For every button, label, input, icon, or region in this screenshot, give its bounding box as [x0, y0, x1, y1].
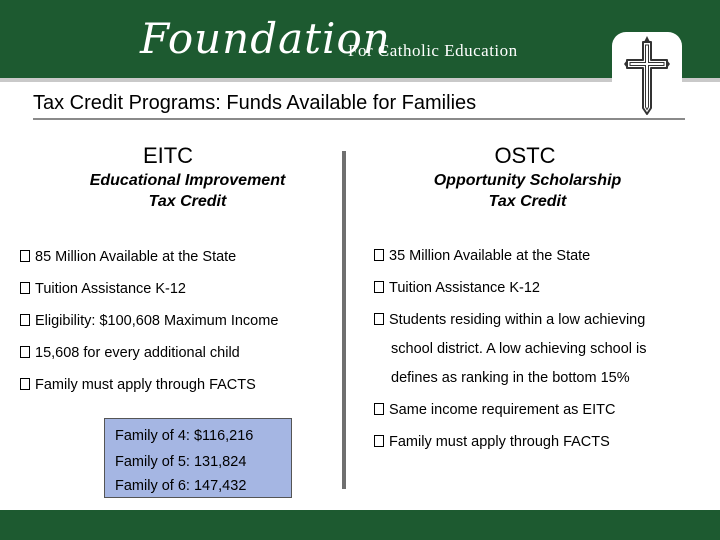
- ostc-title: OSTC: [494, 143, 556, 168]
- eitc-bullet-3: [20, 313, 278, 329]
- eitc-bullet-1-text: 85 Million Available at the State: [35, 249, 237, 265]
- eitc-title: EITC: [142, 143, 194, 168]
- ostc-bullet-1-text: 35 Million Available at the State: [389, 248, 591, 264]
- logo-tagline: For Catholic Education: [348, 41, 518, 60]
- bullet-box-icon: [20, 314, 30, 326]
- ostc-bullet-2: [374, 280, 540, 296]
- ostc-bullet-3-cont-1: school district. A low achieving school is: [391, 341, 647, 357]
- bullet-box-icon: [20, 346, 30, 358]
- ostc-full-name-line2: Tax Credit: [488, 193, 567, 210]
- eitc-bullet-4-text: 15,608 for every additional child: [35, 345, 240, 361]
- cross-icon: [612, 32, 682, 122]
- bullet-box-icon: [374, 313, 384, 325]
- column-divider: [342, 151, 346, 489]
- slide-subtitle: Tax Credit Programs: Funds Available for Families: [33, 92, 477, 114]
- ostc-bullet-4-text: Same income requirement as EITC: [389, 402, 616, 418]
- eitc-full-name-line1: Educational Improvement: [89, 172, 286, 189]
- eitc-bullet-4: [20, 345, 240, 361]
- ostc-bullet-1: [374, 248, 590, 264]
- bullet-box-icon: [374, 281, 384, 293]
- ostc-bullet-3-text: Students residing within a low achieving: [389, 312, 646, 328]
- eitc-full-name: [60, 170, 315, 212]
- bullet-box-icon: [374, 249, 384, 261]
- ostc-full-name: [400, 170, 655, 212]
- bullet-box-icon: [20, 250, 30, 262]
- eitc-bullet-3-text: Eligibility: $100,608 Maximum Income: [35, 313, 279, 329]
- title-divider: [33, 118, 685, 120]
- income-limits-box: [104, 418, 292, 498]
- footer-band: [0, 510, 720, 540]
- bullet-box-icon: [374, 403, 384, 415]
- eitc-bullet-5-text: Family must apply through FACTS: [35, 377, 256, 393]
- eitc-bullet-2-text: Tuition Assistance K-12: [35, 281, 186, 297]
- ostc-bullet-3: [374, 312, 645, 328]
- income-limit-family-6: Family of 6: 147,432: [115, 478, 247, 494]
- logo-wordmark: Foundation: [140, 14, 391, 63]
- bullet-box-icon: [20, 282, 30, 294]
- ostc-bullet-4: [374, 402, 615, 418]
- eitc-bullet-2: [20, 281, 186, 297]
- bullet-box-icon: [20, 378, 30, 390]
- ostc-full-name-line1: Opportunity Scholarship: [433, 172, 622, 189]
- ostc-bullet-2-text: Tuition Assistance K-12: [389, 280, 540, 296]
- ostc-bullet-3-cont-2: defines as ranking in the bottom 15%: [391, 370, 630, 386]
- income-limit-family-5: Family of 5: 131,824: [115, 454, 247, 470]
- eitc-full-name-line2: Tax Credit: [148, 193, 227, 210]
- ostc-bullet-5: [374, 434, 610, 450]
- eitc-bullet-5: [20, 377, 256, 393]
- cross-emblem: [612, 32, 682, 122]
- income-limit-family-4: Family of 4: $116,216: [115, 428, 254, 444]
- bullet-box-icon: [374, 435, 384, 447]
- ostc-bullet-5-text: Family must apply through FACTS: [389, 434, 610, 450]
- eitc-bullet-1: [20, 249, 236, 265]
